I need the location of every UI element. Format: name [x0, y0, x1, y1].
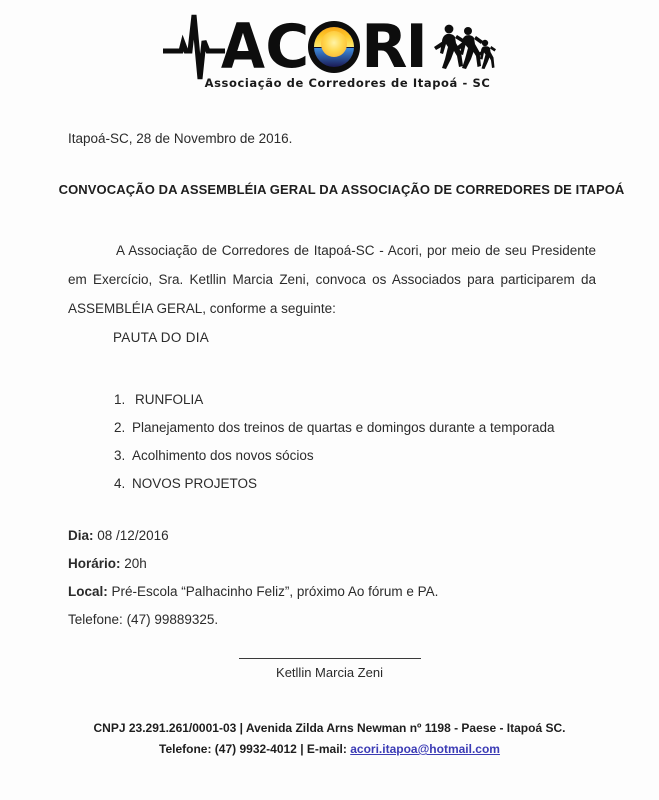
logo-letter-i: I — [405, 12, 426, 82]
logo-tagline: Associação de Corredores de Itapoá - SC — [204, 76, 491, 90]
detail-value: 08 /12/2016 — [97, 528, 169, 543]
signature-name: Ketllin Marcia Zeni — [276, 665, 383, 680]
detail-label: Telefone: — [68, 612, 123, 627]
agenda-list — [114, 386, 614, 498]
sun-disc — [321, 31, 347, 57]
acori-logo — [0, 10, 659, 109]
list-item — [114, 442, 614, 470]
list-item-label: RUNFOLIA — [135, 392, 204, 407]
heartbeat-icon — [163, 11, 225, 83]
wordmark-text — [219, 10, 426, 83]
list-item-number: 1. — [114, 392, 126, 407]
list-item-number: 2. — [114, 420, 126, 435]
list-item — [114, 470, 614, 498]
list-item — [114, 414, 614, 442]
detail-value: 20h — [124, 556, 147, 571]
detail-value: (47) 99889325. — [126, 612, 219, 627]
footer-line-2 — [0, 739, 659, 760]
signature-block — [0, 658, 659, 680]
detail-label: Dia: — [68, 528, 94, 543]
signature-line — [239, 658, 421, 659]
logo-letter-c: C — [265, 12, 308, 82]
footer — [0, 718, 659, 760]
logo-letter-a: A — [221, 10, 264, 83]
runners-silhouette-icon — [432, 23, 496, 71]
detail-row-horario — [68, 550, 598, 578]
list-item-number: 3. — [114, 448, 126, 463]
agenda-heading: PAUTA DO DIA — [113, 330, 210, 345]
list-item-label: Planejamento dos treinos de quartas e domingos durante a temporada — [132, 420, 555, 435]
detail-row-local — [68, 578, 598, 606]
email-link[interactable]: acori.itapoa@hotmail.com — [350, 742, 500, 756]
detail-value: Pré-Escola “Palhacinho Feliz”, próximo Ao fórum e PA. — [111, 584, 439, 599]
list-item-label: Acolhimento dos novos sócios — [132, 448, 314, 463]
footer-phone-text: Telefone: (47) 9932-4012 | E-mail: — [159, 742, 351, 756]
sunset-inner — [314, 27, 354, 67]
event-details — [68, 522, 598, 634]
page-title: CONVOCAÇÃO DA ASSEMBLÉIA GERAL DA ASSOCIAÇÃO DE CORREDORES DE ITAPOÁ — [58, 182, 625, 197]
detail-row-dia — [68, 522, 598, 550]
list-item — [114, 386, 614, 414]
intro-paragraph: A Associação de Corredores de Itapoá-SC - Acori, por meio de seu Presidente em Exercício, Sra. Ketllin Marcia Zeni, convoca os Associados para participarem da ASSEMBLÉIA GERAL, conforme a seguinte: — [68, 243, 596, 316]
list-item-label: NOVOS PROJETOS — [132, 476, 258, 491]
detail-label: Horário: — [68, 556, 121, 571]
date-line: Itapoá-SC, 28 de Novembro de 2016. — [68, 131, 293, 146]
sunset-circle-icon — [308, 21, 360, 73]
list-item-number: 4. — [114, 476, 126, 491]
detail-label: Local: — [68, 584, 108, 599]
footer-line-1: CNPJ 23.291.261/0001-03 | Avenida Zilda Arns Newman nº 1198 - Paese - Itapoá SC. — [93, 721, 566, 735]
detail-row-telefone — [68, 606, 598, 634]
logo-letter-r: R — [361, 12, 406, 82]
